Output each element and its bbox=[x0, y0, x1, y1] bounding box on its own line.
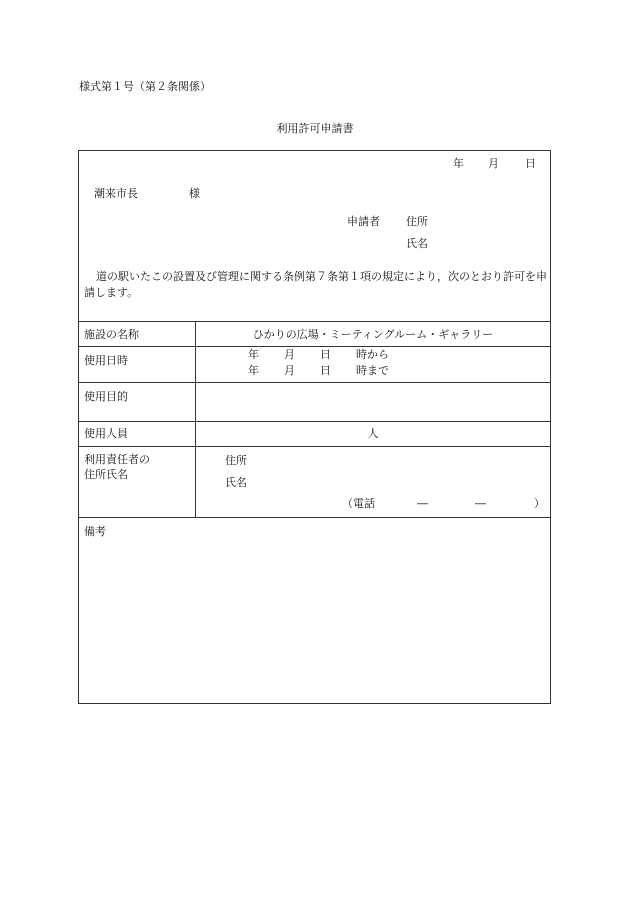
date-day-label: 日 bbox=[525, 157, 536, 170]
addressee-honorific: 様 bbox=[189, 187, 200, 200]
datetime-to-line bbox=[248, 364, 389, 378]
responsible-label-line1: 利用責任者の bbox=[84, 453, 150, 466]
divider-line bbox=[79, 446, 550, 447]
to-month-label: 月 bbox=[284, 364, 295, 377]
divider-line bbox=[79, 421, 550, 422]
responsible-address-label: 住所 bbox=[225, 454, 247, 467]
application-form-box bbox=[78, 150, 551, 704]
usage-purpose-label: 使用目的 bbox=[84, 390, 128, 403]
phone-open-label: （電話 bbox=[342, 497, 375, 510]
phone-close-label: ） bbox=[534, 497, 545, 510]
usage-persons-label: 使用人員 bbox=[84, 427, 128, 440]
from-suffix-label: 時から bbox=[356, 348, 389, 361]
divider-line bbox=[79, 382, 550, 383]
divider-line bbox=[79, 346, 550, 347]
date-month-label: 月 bbox=[488, 157, 499, 170]
responsible-name-label: 氏名 bbox=[225, 476, 247, 489]
divider-line bbox=[79, 321, 550, 322]
facility-name-label: 施設の名称 bbox=[84, 328, 139, 341]
application-statement: 道の駅いたこの設置及び管理に関する条例第７条第１項の規定により，次のとおり許可を申請します。 bbox=[84, 270, 547, 299]
to-suffix-label: 時まで bbox=[356, 364, 389, 377]
remarks-label: 備考 bbox=[84, 525, 106, 538]
phone-dash-2: ― bbox=[475, 497, 486, 510]
to-year-label: 年 bbox=[248, 364, 259, 377]
divider-line bbox=[79, 517, 550, 518]
column-divider bbox=[195, 321, 196, 517]
phone-dash-1: ― bbox=[417, 497, 428, 510]
usage-datetime-label: 使用日時 bbox=[84, 354, 128, 367]
applicant-name-label: 氏名 bbox=[406, 237, 428, 250]
persons-unit-label: 人 bbox=[367, 427, 379, 440]
responsible-label-line2: 住所氏名 bbox=[84, 468, 128, 481]
facility-name-value: ひかりの広場・ミーティングルーム・ギャラリー bbox=[252, 328, 494, 341]
applicant-label: 申請者 bbox=[347, 215, 380, 228]
applicant-address-label: 住所 bbox=[406, 215, 428, 228]
document-title: 利用許可申請書 bbox=[276, 122, 354, 135]
form-number-label: 様式第１号（第２条関係） bbox=[79, 80, 211, 93]
from-day-label: 日 bbox=[320, 348, 331, 361]
datetime-from-line bbox=[248, 348, 389, 362]
date-year-label: 年 bbox=[453, 157, 464, 170]
addressee-name: 潮来市長 bbox=[94, 187, 138, 200]
to-day-label: 日 bbox=[320, 364, 331, 377]
from-year-label: 年 bbox=[248, 348, 259, 361]
from-month-label: 月 bbox=[284, 348, 295, 361]
